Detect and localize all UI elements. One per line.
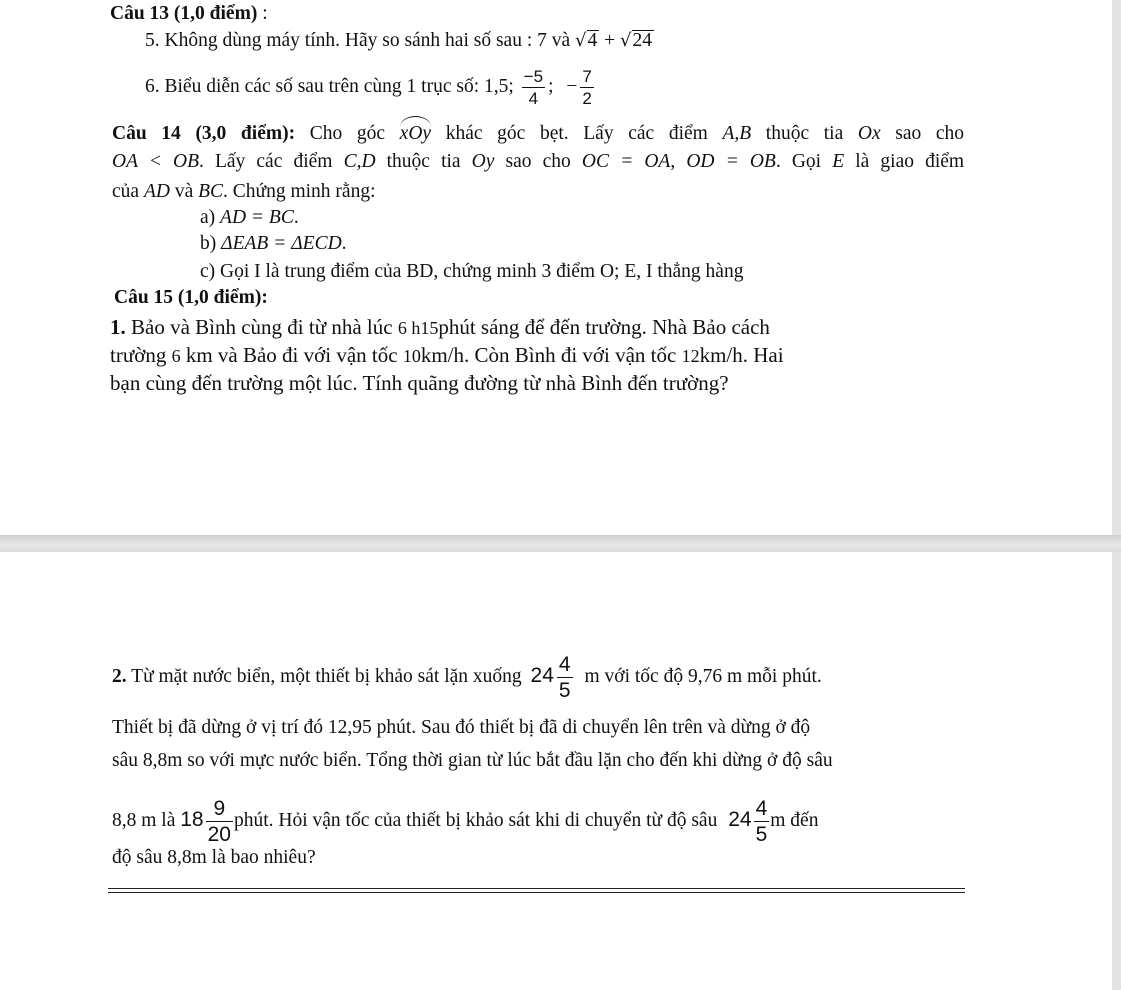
double-rule-top bbox=[108, 888, 965, 889]
radical-sign: √ bbox=[575, 30, 587, 51]
q15-heading bbox=[114, 286, 268, 310]
q15-p2-line-4: 8,8 m là 18 $\frac{9}{20}$ phút. Hỏi vận tốc của thiết bị khảo sát khi di chuyển từ độ sâu 24 $\frac{4}{5}$ m đến bbox=[112, 797, 819, 846]
sqrt-4: 4 bbox=[587, 30, 598, 51]
q15-title: Câu 15 (1,0 điểm): bbox=[114, 287, 268, 308]
q14-part-b: b) ΔEAB = ΔECD. bbox=[200, 233, 347, 254]
q13-item-6: 6. Biểu diễn các số sau trên cùng 1 trục số: 1,5; $\frac{-5}{4}$ ; − $\frac{7}{2}$ bbox=[145, 67, 592, 108]
mixed-24-4-5-b: $\frac{4}{5}$ bbox=[755, 797, 768, 846]
sqrt-24: 24 bbox=[632, 30, 653, 51]
q14-title: Câu 14 (3,0 điểm): bbox=[112, 123, 296, 144]
q15-p2-line-2: Thiết bị đã dừng ở vị trí đó 12,95 phút. Sau đó thiết bị đã di chuyển lên trên và dừng ở độ bbox=[112, 717, 811, 738]
q13-title: Câu 13 (1,0 điểm) bbox=[110, 3, 258, 24]
q14-part-c: c) Gọi I là trung điểm của BD, chứng minh 3 điểm O; E, I thẳng hàng bbox=[200, 261, 744, 282]
page-2 bbox=[0, 552, 1112, 990]
q15-p2-line-1: 2. Từ mặt nước biển, một thiết bị khảo sát lặn xuống 24 $\frac{4}{5}$ m với tốc độ 9,76 m mỗi phút. bbox=[112, 653, 822, 702]
q15-p1-line-1: 1. Bảo và Bình cùng đi từ nhà lúc 6 h15phút sáng để đến trường. Nhà Bảo cách bbox=[110, 315, 770, 339]
q14-line-2: OA < OB. Lấy các điểm C,D thuộc tia Oy sao cho OC = OA, OD = OB. Gọi E là giao điểm bbox=[112, 151, 965, 172]
page-separator bbox=[0, 535, 1121, 552]
fraction-7-over-2: $\frac{7}{2}$ bbox=[582, 67, 592, 108]
radical-sign: √ bbox=[620, 30, 632, 51]
angle-xoy: xOy bbox=[400, 118, 431, 146]
q13-heading: Câu 13 (1,0 điểm) : bbox=[110, 3, 268, 24]
mixed-24-4-5-a: $\frac{4}{5}$ bbox=[558, 653, 571, 702]
mixed-18-9-20: $\frac{9}{20}$ bbox=[207, 797, 231, 846]
q15-p1-line-2: trường 6 km và Bảo đi với vận tốc 10km/h. Còn Bình đi với vận tốc 12km/h. Hai bbox=[110, 343, 784, 367]
q14-line-1: Câu 14 (3,0 điểm): Cho góc xOy khác góc bẹt. Lấy các điểm A,B thuộc tia Ox sao cho bbox=[112, 118, 964, 146]
q15-p2-line-3: sâu 8,8m so với mực nước biển. Tổng thời gian từ lúc bắt đầu lặn cho đến khi dừng ở độ sâu bbox=[112, 750, 833, 771]
double-rule-bottom bbox=[108, 892, 965, 893]
fraction-minus-5-over-4: $\frac{-5}{4}$ bbox=[523, 67, 544, 108]
q15-p2-line-5: độ sâu 8,8m là bao nhiêu? bbox=[112, 847, 316, 868]
q13-item-5: 5. Không dùng máy tính. Hãy so sánh hai số sau : 7 và √4 + √24 bbox=[145, 30, 653, 51]
q14-line-3: của AD và BC. Chứng minh rằng: bbox=[112, 181, 376, 202]
q15-p1-line-3: bạn cùng đến trường một lúc. Tính quãng đường từ nhà Bình đến trường? bbox=[110, 371, 729, 395]
q14-part-a: a) AD = BC. bbox=[200, 207, 299, 228]
